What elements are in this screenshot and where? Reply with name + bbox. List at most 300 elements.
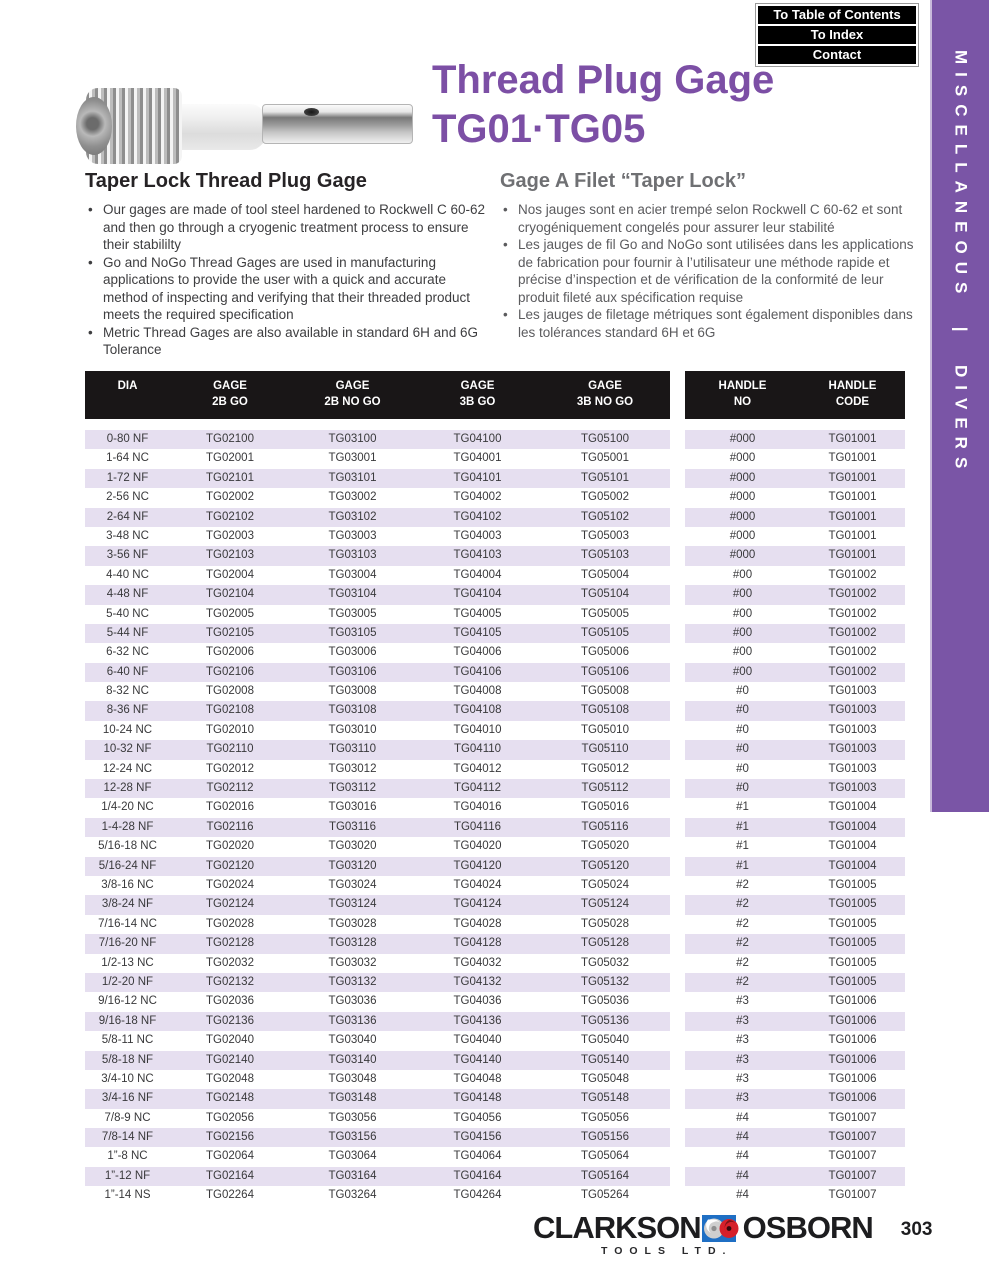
- table-cell: 8-32 NC: [106, 685, 149, 698]
- table-cell: TG01003: [828, 743, 877, 756]
- table-cell: TG04264: [453, 1189, 502, 1202]
- table-cell: TG04108: [453, 704, 502, 717]
- table-row: [85, 527, 670, 546]
- table-cell: TG01005: [828, 937, 877, 950]
- table-cell: TG04048: [453, 1072, 502, 1085]
- table-row: [85, 837, 670, 856]
- table-cell: TG03012: [328, 762, 377, 775]
- table-cell: TG05132: [581, 975, 629, 988]
- table-row: [85, 1109, 670, 1128]
- table-cell: 9/16-12 NC: [98, 995, 157, 1008]
- table-row: [85, 682, 670, 701]
- table-cell: TG03032: [328, 956, 377, 969]
- nav-button-index[interactable]: To Index: [758, 26, 916, 44]
- table-cell: 3/4-16 NF: [101, 1092, 154, 1105]
- table-cell: TG02004: [206, 568, 254, 581]
- table-cell: TG04008: [453, 685, 502, 698]
- table-cell: TG02005: [206, 607, 254, 620]
- french-bullet-list: [500, 201, 924, 341]
- table-cell: TG03116: [328, 820, 377, 833]
- table-cell: 12-28 NF: [103, 782, 152, 795]
- table-cell: TG01005: [828, 878, 877, 891]
- table-row: [85, 798, 670, 817]
- table-cell: TG01004: [828, 859, 877, 872]
- table-cell: TG01006: [828, 1053, 877, 1066]
- table-row: [685, 954, 905, 973]
- table-cell: TG03016: [328, 801, 377, 814]
- table-cell: TG03040: [328, 1034, 377, 1047]
- table-cell: TG03120: [328, 859, 377, 872]
- table-cell: TG04110: [453, 743, 502, 756]
- table-cell: TG04006: [453, 646, 502, 659]
- table-cell: 5/16-18 NC: [98, 840, 157, 853]
- table-cell: #4: [736, 1131, 749, 1144]
- bullet-item: • Go and NoGo Thread Gages are used in manufacturing applications to provide the user with a quick and accurate method of inspecting and verifying that their threaded product meets the required specification: [85, 254, 491, 324]
- table-row: [85, 779, 670, 798]
- table-cell: 3-48 NC: [106, 529, 149, 542]
- table-row: [85, 624, 670, 643]
- table-cell: TG04120: [453, 859, 502, 872]
- table-cell: TG02048: [206, 1072, 254, 1085]
- table-cell: TG01001: [828, 510, 877, 523]
- table-cell: #000: [729, 529, 756, 542]
- table-cell: TG01003: [828, 782, 877, 795]
- table-cell: TG04003: [453, 529, 502, 542]
- table-row: [685, 760, 905, 779]
- table-cell: TG01002: [828, 588, 877, 601]
- table-cell: TG01004: [828, 820, 877, 833]
- brand-clarkson: CLARKSON: [533, 1210, 701, 1245]
- nav-button-table-of-contents[interactable]: To Table of Contents: [758, 6, 916, 24]
- table-cell: TG05001: [581, 452, 629, 465]
- table-cell: TG03108: [328, 704, 377, 717]
- table-row: [85, 954, 670, 973]
- table-cell: TG01005: [828, 898, 877, 911]
- table-cell: TG01003: [828, 685, 877, 698]
- bullet-item: • Les jauges de filetage métriques sont également disponibles dans les tolérances standard 6H et 6G: [500, 306, 924, 341]
- table-cell: TG05164: [581, 1169, 629, 1182]
- column-header-gage-3b-go: GAGE 3B GO: [459, 380, 496, 408]
- table-cell: #4: [736, 1189, 749, 1202]
- table-cell: 10-24 NC: [102, 723, 153, 736]
- table-cell: TG02108: [206, 704, 254, 717]
- table-row: [685, 469, 905, 488]
- table-row: [85, 1070, 670, 1089]
- handle-table-header: [685, 371, 905, 419]
- table-row: [85, 449, 670, 468]
- table-cell: TG03003: [328, 529, 377, 542]
- table-cell: 1/4-20 NC: [101, 801, 154, 814]
- table-row: [685, 1012, 905, 1031]
- table-cell: 8-36 NF: [106, 704, 149, 717]
- table-row: [685, 1051, 905, 1070]
- table-cell: TG01002: [828, 646, 877, 659]
- table-cell: TG03104: [328, 588, 377, 601]
- table-cell: TG02132: [206, 975, 254, 988]
- table-row: [85, 1128, 670, 1147]
- table-cell: TG02124: [206, 898, 254, 911]
- table-cell: TG03024: [328, 878, 377, 891]
- main-table-header: [85, 371, 670, 419]
- table-cell: TG04104: [453, 588, 502, 601]
- table-cell: TG01001: [828, 549, 877, 562]
- table-cell: TG02024: [206, 878, 254, 891]
- table-cell: TG01005: [828, 917, 877, 930]
- table-cell: TG03001: [328, 452, 377, 465]
- table-cell: TG01002: [828, 568, 877, 581]
- table-cell: TG04012: [453, 762, 502, 775]
- table-row: [85, 1051, 670, 1070]
- table-cell: TG03101: [328, 471, 377, 484]
- table-cell: TG02105: [206, 626, 254, 639]
- table-cell: TG01003: [828, 762, 877, 775]
- table-cell: #3: [736, 1092, 749, 1105]
- table-cell: TG01002: [828, 665, 877, 678]
- table-cell: TG02036: [206, 995, 254, 1008]
- english-bullet-list: [85, 201, 491, 359]
- table-row: [85, 430, 670, 449]
- table-cell: 1/2-13 NC: [101, 956, 154, 969]
- table-cell: TG04016: [453, 801, 502, 814]
- table-row: [85, 546, 670, 565]
- table-cell: TG03106: [328, 665, 377, 678]
- table-cell: TG02264: [206, 1189, 254, 1202]
- table-row: [85, 915, 670, 934]
- table-row: [685, 1070, 905, 1089]
- table-cell: TG02010: [206, 723, 254, 736]
- table-cell: TG04103: [453, 549, 502, 562]
- table-cell: TG03112: [328, 782, 377, 795]
- table-cell: TG04036: [453, 995, 502, 1008]
- table-cell: TG01006: [828, 995, 877, 1008]
- table-row: [685, 934, 905, 953]
- table-cell: #2: [736, 956, 749, 969]
- table-cell: TG04028: [453, 917, 502, 930]
- table-cell: TG02112: [206, 782, 254, 795]
- table-cell: TG04116: [453, 820, 502, 833]
- table-cell: TG04010: [453, 723, 502, 736]
- table-cell: TG03103: [328, 549, 377, 562]
- table-cell: #00: [732, 607, 753, 620]
- table-cell: TG01005: [828, 956, 877, 969]
- table-cell: TG04106: [453, 665, 502, 678]
- table-cell: #0: [736, 685, 749, 698]
- table-row: [685, 740, 905, 759]
- table-cell: TG04140: [453, 1053, 502, 1066]
- clarkson-osborn-logo-icon: [702, 1214, 742, 1249]
- table-row: [685, 818, 905, 837]
- table-row: [685, 624, 905, 643]
- table-cell: TG05110: [581, 743, 629, 756]
- table-cell: TG01007: [828, 1111, 877, 1124]
- table-row: [685, 798, 905, 817]
- table-cell: TG02128: [206, 937, 254, 950]
- table-cell: TG02101: [206, 471, 254, 484]
- table-cell: #0: [736, 743, 749, 756]
- table-cell: TG05028: [581, 917, 629, 930]
- table-cell: TG05005: [581, 607, 629, 620]
- table-cell: TG04132: [453, 975, 502, 988]
- table-cell: #2: [736, 937, 749, 950]
- table-cell: TG02164: [206, 1169, 254, 1182]
- table-cell: TG01002: [828, 607, 877, 620]
- table-cell: #2: [736, 917, 749, 930]
- table-cell: TG03105: [328, 626, 377, 639]
- table-cell: TG02008: [206, 685, 254, 698]
- table-cell: TG03036: [328, 995, 377, 1008]
- table-cell: TG04002: [453, 491, 502, 504]
- table-cell: 5/8-18 NF: [101, 1053, 154, 1066]
- table-cell: 3/8-16 NC: [101, 878, 154, 891]
- page-title-line1: Thread Plug Gage: [432, 58, 775, 102]
- table-row: [685, 779, 905, 798]
- table-row: [85, 934, 670, 953]
- table-cell: 7/16-20 NF: [98, 937, 157, 950]
- page-title: [432, 56, 774, 154]
- table-cell: #4: [736, 1150, 749, 1163]
- table-row: [685, 566, 905, 585]
- table-cell: TG02003: [206, 529, 254, 542]
- table-cell: TG02100: [206, 433, 254, 445]
- table-cell: TG05012: [581, 762, 629, 775]
- table-cell: TG02012: [206, 762, 254, 775]
- brand-osborn: OSBORN: [742, 1210, 873, 1245]
- table-row: [685, 1147, 905, 1166]
- table-row: [685, 449, 905, 468]
- table-cell: TG03064: [328, 1150, 377, 1163]
- table-cell: TG01006: [828, 1092, 877, 1105]
- table-cell: 7/8-9 NC: [104, 1111, 151, 1124]
- table-row: [685, 1031, 905, 1050]
- table-row: [85, 566, 670, 585]
- table-row: [685, 1186, 905, 1205]
- table-row: [685, 682, 905, 701]
- table-cell: TG03006: [328, 646, 377, 659]
- table-cell: TG05002: [581, 491, 629, 504]
- table-cell: TG03005: [328, 607, 377, 620]
- section-tab-label: MISCELLANEOUS | DIVERS: [951, 50, 971, 477]
- table-cell: #1: [736, 859, 749, 872]
- table-cell: TG04112: [453, 782, 502, 795]
- table-cell: 3-56 NF: [106, 549, 149, 562]
- table-cell: #000: [729, 452, 756, 465]
- table-cell: 6-32 NC: [106, 646, 149, 659]
- table-row: [85, 1167, 670, 1186]
- table-row: [85, 585, 670, 604]
- table-cell: #1: [736, 840, 749, 853]
- column-header-gage-2b-no-go: GAGE 2B NO GO: [324, 380, 381, 408]
- table-cell: TG03128: [328, 937, 377, 950]
- section-tab-miscellaneous: [930, 0, 989, 812]
- page-number: 303: [900, 1219, 933, 1240]
- table-cell: 5/8-11 NC: [101, 1034, 154, 1047]
- table-cell: 6-40 NF: [106, 665, 149, 678]
- table-cell: TG02001: [206, 452, 254, 465]
- table-cell: 12-24 NC: [102, 762, 153, 775]
- table-cell: #00: [732, 646, 753, 659]
- table-cell: #3: [736, 1053, 749, 1066]
- table-cell: TG04032: [453, 956, 502, 969]
- table-cell: #00: [732, 665, 753, 678]
- table-cell: TG02116: [206, 820, 254, 833]
- table-cell: TG05124: [581, 898, 629, 911]
- table-cell: TG05006: [581, 646, 629, 659]
- table-cell: TG02040: [206, 1034, 254, 1047]
- table-cell: TG01004: [828, 840, 877, 853]
- gage-handle-bar-photo: [262, 96, 415, 148]
- table-cell: 7/16-14 NC: [98, 917, 157, 930]
- table-row: [685, 837, 905, 856]
- column-header-handle-code: HANDLE CODE: [828, 380, 877, 408]
- table-cell: TG05056: [581, 1111, 629, 1124]
- table-row: [685, 1128, 905, 1147]
- table-cell: TG01003: [828, 723, 877, 736]
- table-cell: TG04004: [453, 568, 502, 581]
- table-cell: TG01006: [828, 1072, 877, 1085]
- french-heading: Gage A Filet “Taper Lock”: [500, 170, 746, 192]
- table-cell: TG04005: [453, 607, 502, 620]
- table-cell: TG03020: [328, 840, 377, 853]
- table-cell: TG03110: [328, 743, 377, 756]
- bullet-item: • Les jauges de fil Go and NoGo sont utilisées dans les applications de fabrication pour fournir à l’utilisateur une méthode rapide et précise d’inspection et de vérification de la conformité de leur produit fileté aux spécification requise: [500, 236, 924, 306]
- table-cell: TG04102: [453, 510, 502, 523]
- table-row: [85, 1089, 670, 1108]
- table-cell: TG03002: [328, 491, 377, 504]
- table-cell: TG05016: [581, 801, 629, 814]
- table-cell: 7/8-14 NF: [101, 1131, 154, 1144]
- section-french: [500, 170, 924, 341]
- table-row: [85, 605, 670, 624]
- table-cell: TG01003: [828, 704, 877, 717]
- table-cell: TG02103: [206, 549, 254, 562]
- table-cell: TG04056: [453, 1111, 502, 1124]
- table-cell: TG02148: [206, 1092, 254, 1105]
- bullet-item: • Our gages are made of tool steel hardened to Rockwell C 60-62 and then go through a cryogenic treatment process to ensure their stabililty: [85, 201, 491, 254]
- table-cell: TG03164: [328, 1169, 377, 1182]
- table-cell: #0: [736, 762, 749, 775]
- table-cell: TG01007: [828, 1169, 877, 1182]
- handle-table-body: [685, 430, 905, 1206]
- table-cell: TG01002: [828, 626, 877, 639]
- table-cell: TG04101: [453, 471, 502, 484]
- table-cell: 3/4-10 NC: [101, 1072, 154, 1085]
- table-row: [685, 701, 905, 720]
- table-row: [685, 895, 905, 914]
- table-row: [685, 430, 905, 449]
- table-row: [85, 1147, 670, 1166]
- table-cell: 5-44 NF: [106, 626, 149, 639]
- table-cell: TG05112: [581, 782, 629, 795]
- table-cell: TG05104: [581, 588, 629, 601]
- table-row: [685, 508, 905, 527]
- table-cell: #0: [736, 723, 749, 736]
- table-cell: TG05102: [581, 510, 629, 523]
- table-row: [685, 605, 905, 624]
- table-cell: 1/2-20 NF: [101, 975, 154, 988]
- bullet-item: • Nos jauges sont en acier trempé selon Rockwell C 60-62 et sont cryogéniquement congelés pour assurer leur stabilité: [500, 201, 924, 236]
- table-cell: #00: [732, 588, 753, 601]
- table-cell: TG01001: [828, 529, 877, 542]
- table-row: [85, 1186, 670, 1205]
- table-cell: TG01005: [828, 975, 877, 988]
- table-row: [685, 585, 905, 604]
- table-cell: #000: [729, 433, 756, 445]
- table-cell: #2: [736, 975, 749, 988]
- table-cell: TG05136: [581, 1014, 629, 1027]
- column-header-gage-2b-go: GAGE 2B GO: [212, 380, 248, 408]
- table-row: [685, 1167, 905, 1186]
- table-cell: TG05048: [581, 1072, 629, 1085]
- table-row: [85, 663, 670, 682]
- table-cell: TG03136: [328, 1014, 377, 1027]
- table-cell: 1”-8 NC: [107, 1150, 148, 1163]
- table-cell: 5-40 NC: [106, 607, 149, 620]
- table-row: [85, 857, 670, 876]
- table-cell: TG02136: [206, 1014, 254, 1027]
- table-cell: TG04064: [453, 1150, 502, 1163]
- table-row: [85, 488, 670, 507]
- table-cell: TG05128: [581, 937, 629, 950]
- table-cell: TG03008: [328, 685, 377, 698]
- table-cell: 1-72 NF: [106, 471, 149, 484]
- table-row: [685, 663, 905, 682]
- table-cell: #3: [736, 995, 749, 1008]
- table-cell: TG02002: [206, 491, 254, 504]
- table-cell: TG02106: [206, 665, 254, 678]
- table-cell: TG03056: [328, 1111, 377, 1124]
- hex-bar-hole-shape: [304, 108, 319, 116]
- table-cell: #2: [736, 878, 749, 891]
- table-cell: 2-56 NC: [106, 491, 149, 504]
- table-row: [685, 546, 905, 565]
- bullet-item: • Metric Thread Gages are also available in standard 6H and 6G Tolerance: [85, 324, 491, 359]
- table-cell: TG03124: [328, 898, 377, 911]
- table-cell: TG04164: [453, 1169, 502, 1182]
- table-cell: TG04040: [453, 1034, 502, 1047]
- table-cell: 0-80 NF: [106, 433, 149, 445]
- table-cell: TG04128: [453, 937, 502, 950]
- table-row: [85, 643, 670, 662]
- table-row: [685, 721, 905, 740]
- table-cell: TG02020: [206, 840, 254, 853]
- table-cell: #00: [732, 626, 753, 639]
- table-row: [85, 1012, 670, 1031]
- table-cell: TG01006: [828, 1034, 877, 1047]
- table-cell: #000: [729, 471, 756, 484]
- table-cell: TG05106: [581, 665, 629, 678]
- table-cell: TG03048: [328, 1072, 377, 1085]
- table-cell: TG05264: [581, 1189, 629, 1202]
- table-row: [85, 818, 670, 837]
- table-cell: TG05020: [581, 840, 629, 853]
- thread-plug-gage-photo: [72, 80, 262, 172]
- table-cell: TG05140: [581, 1053, 629, 1066]
- table-cell: #3: [736, 1014, 749, 1027]
- table-row: [85, 508, 670, 527]
- table-row: [685, 876, 905, 895]
- table-row: [685, 857, 905, 876]
- table-cell: TG05032: [581, 956, 629, 969]
- table-cell: TG05010: [581, 723, 629, 736]
- table-cell: TG01001: [828, 491, 877, 504]
- table-cell: TG03102: [328, 510, 377, 523]
- nav-button-contact[interactable]: Contact: [758, 46, 916, 64]
- table-cell: TG05024: [581, 878, 629, 891]
- table-cell: 1”-14 NS: [104, 1189, 151, 1202]
- table-cell: TG01007: [828, 1150, 877, 1163]
- table-cell: TG03264: [328, 1189, 377, 1202]
- table-cell: TG01004: [828, 801, 877, 814]
